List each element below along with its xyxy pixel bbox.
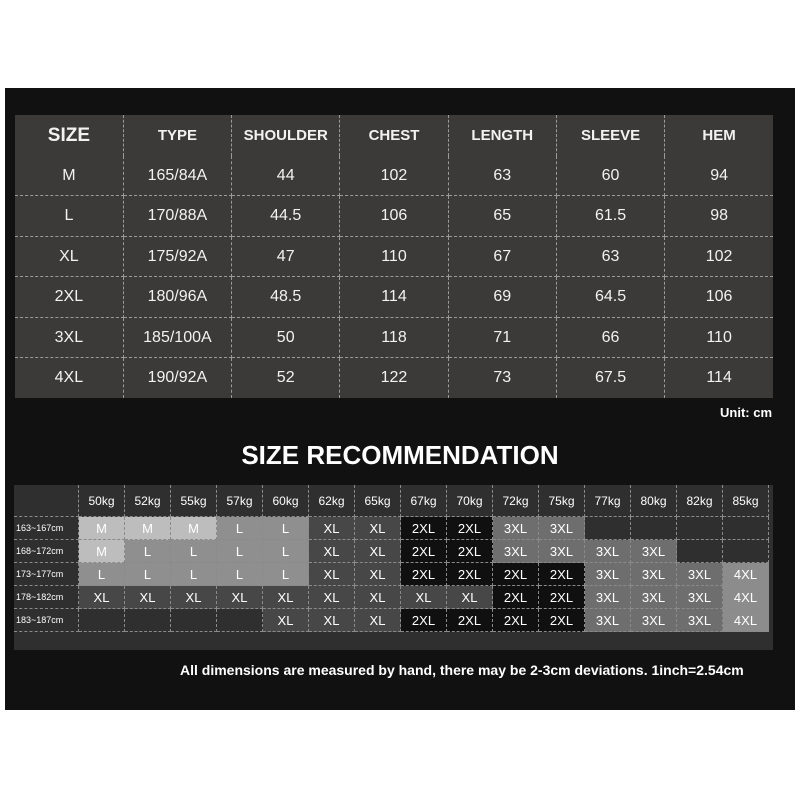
recommended-size-cell: XL xyxy=(263,609,309,632)
recommended-size-cell xyxy=(217,609,263,632)
recommended-size-cell: 2XL xyxy=(539,586,585,609)
recommended-size-cell xyxy=(677,517,723,540)
size-table-cell: 48.5 xyxy=(232,277,340,318)
recommendation-title: SIZE RECOMMENDATION xyxy=(241,440,559,470)
recommended-size-cell: XL xyxy=(355,517,401,540)
recommended-size-cell xyxy=(171,609,217,632)
footnote: All dimensions are measured by hand, there may be 2-3cm deviations. 1inch=2.54cm xyxy=(180,662,744,678)
recommended-size-cell: 3XL xyxy=(585,609,631,632)
weight-label: 55kg xyxy=(171,485,217,517)
weight-label: 75kg xyxy=(539,485,585,517)
size-table-cell: L xyxy=(15,196,123,237)
recommended-size-cell: L xyxy=(125,563,171,586)
recommended-size-cell: L xyxy=(217,563,263,586)
size-table-cell: 122 xyxy=(340,358,448,398)
recommended-size-cell: 2XL xyxy=(447,540,493,563)
height-label: 173~177cm xyxy=(14,563,79,586)
recommendation-grid-background xyxy=(14,485,773,650)
recommended-size-cell: 2XL xyxy=(493,609,539,632)
recommended-size-cell: XL xyxy=(355,540,401,563)
recommended-size-cell: 3XL xyxy=(493,517,539,540)
recommended-size-cell xyxy=(79,609,125,632)
weight-label: 65kg xyxy=(355,485,401,517)
weight-label: 70kg xyxy=(447,485,493,517)
size-table-cell: 114 xyxy=(340,277,448,318)
recommended-size-cell: 3XL xyxy=(539,540,585,563)
recommended-size-cell: 3XL xyxy=(631,586,677,609)
size-table-cell: 50 xyxy=(232,317,340,358)
recommended-size-cell: 3XL xyxy=(631,563,677,586)
recommended-size-cell: 2XL xyxy=(447,563,493,586)
recommended-size-cell: L xyxy=(125,540,171,563)
recommended-size-cell: 3XL xyxy=(677,563,723,586)
size-table-cell: 44 xyxy=(232,156,340,196)
recommended-size-cell: L xyxy=(263,540,309,563)
weight-label: 85kg xyxy=(723,485,769,517)
size-table-cell: 110 xyxy=(665,317,773,358)
size-table-cell: 114 xyxy=(665,358,773,398)
recommended-size-cell xyxy=(585,517,631,540)
recommended-size-cell: XL xyxy=(447,586,493,609)
recommended-size-cell: XL xyxy=(309,586,355,609)
recommended-size-cell: XL xyxy=(309,540,355,563)
size-table-cell: 67 xyxy=(448,236,556,277)
size-table-cell: M xyxy=(15,156,123,196)
size-table-cell: 94 xyxy=(665,156,773,196)
header-sleeve: SLEEVE xyxy=(556,115,664,156)
recommended-size-cell: 2XL xyxy=(493,586,539,609)
weight-label: 50kg xyxy=(79,485,125,517)
recommended-size-cell: 2XL xyxy=(401,609,447,632)
size-table-cell: 60 xyxy=(556,156,664,196)
recommended-size-cell: XL xyxy=(125,586,171,609)
size-table-cell: 69 xyxy=(448,277,556,318)
recommended-size-cell: XL xyxy=(263,586,309,609)
recommended-size-cell xyxy=(723,517,769,540)
recommended-size-cell: 2XL xyxy=(401,517,447,540)
height-label: 163~167cm xyxy=(14,517,79,540)
size-table-row xyxy=(15,277,773,318)
size-table-header-row xyxy=(15,115,773,156)
size-table-cell: 102 xyxy=(340,156,448,196)
weight-label: 52kg xyxy=(125,485,171,517)
size-table-row xyxy=(15,236,773,277)
header-size: SIZE xyxy=(15,115,123,156)
size-table-cell: 73 xyxy=(448,358,556,398)
size-table-cell: 102 xyxy=(665,236,773,277)
weight-label: 67kg xyxy=(401,485,447,517)
recommended-size-cell: 2XL xyxy=(447,517,493,540)
weight-label: 72kg xyxy=(493,485,539,517)
size-table-row xyxy=(15,156,773,196)
size-table-cell: 3XL xyxy=(15,317,123,358)
size-table-cell: 47 xyxy=(232,236,340,277)
size-table xyxy=(15,115,773,398)
recommended-size-cell xyxy=(631,517,677,540)
size-table-cell: 185/100A xyxy=(123,317,231,358)
recommended-size-cell: XL xyxy=(355,586,401,609)
size-table-cell: 44.5 xyxy=(232,196,340,237)
size-table-cell: 65 xyxy=(448,196,556,237)
recommended-size-cell: 3XL xyxy=(539,517,585,540)
recommended-size-cell: XL xyxy=(401,586,447,609)
recommended-size-cell: 2XL xyxy=(447,609,493,632)
recommended-size-cell: 3XL xyxy=(585,563,631,586)
size-table-cell: 4XL xyxy=(15,358,123,398)
size-table-cell: 64.5 xyxy=(556,277,664,318)
size-table-cell: 63 xyxy=(448,156,556,196)
header-type: TYPE xyxy=(123,115,231,156)
header-hem: HEM xyxy=(665,115,773,156)
recommended-size-cell: 3XL xyxy=(677,609,723,632)
recommended-size-cell: L xyxy=(217,540,263,563)
recommended-size-cell: 4XL xyxy=(723,609,769,632)
recommended-size-cell: 2XL xyxy=(539,563,585,586)
size-table-cell: 190/92A xyxy=(123,358,231,398)
recommended-size-cell: 4XL xyxy=(723,586,769,609)
weight-label: 82kg xyxy=(677,485,723,517)
recommendation-row xyxy=(14,517,769,540)
recommended-size-cell: 3XL xyxy=(493,540,539,563)
size-table-cell: 98 xyxy=(665,196,773,237)
recommendation-row xyxy=(14,540,769,563)
recommended-size-cell: 3XL xyxy=(631,540,677,563)
recommended-size-cell: 2XL xyxy=(401,563,447,586)
size-table-row xyxy=(15,317,773,358)
recommended-size-cell: 3XL xyxy=(631,609,677,632)
recommended-size-cell: XL xyxy=(217,586,263,609)
recommended-size-cell: L xyxy=(171,563,217,586)
recommendation-grid xyxy=(14,485,769,632)
height-label: 183~187cm xyxy=(14,609,79,632)
recommended-size-cell: M xyxy=(79,517,125,540)
header-shoulder: SHOULDER xyxy=(232,115,340,156)
size-table-cell: 2XL xyxy=(15,277,123,318)
size-table-cell: XL xyxy=(15,236,123,277)
recommended-size-cell: 2XL xyxy=(401,540,447,563)
weight-label: 80kg xyxy=(631,485,677,517)
size-table-cell: 165/84A xyxy=(123,156,231,196)
recommended-size-cell: XL xyxy=(309,517,355,540)
size-table-cell: 71 xyxy=(448,317,556,358)
weight-label: 77kg xyxy=(585,485,631,517)
recommended-size-cell: L xyxy=(263,563,309,586)
size-table-cell: 170/88A xyxy=(123,196,231,237)
recommended-size-cell: XL xyxy=(309,609,355,632)
recommended-size-cell: L xyxy=(171,540,217,563)
size-table-row xyxy=(15,358,773,398)
recommended-size-cell: 3XL xyxy=(585,586,631,609)
recommended-size-cell: 3XL xyxy=(585,540,631,563)
recommended-size-cell: L xyxy=(217,517,263,540)
size-table-cell: 63 xyxy=(556,236,664,277)
recommended-size-cell: XL xyxy=(79,586,125,609)
recommended-size-cell: 3XL xyxy=(677,586,723,609)
recommended-size-cell: XL xyxy=(171,586,217,609)
size-table-cell: 61.5 xyxy=(556,196,664,237)
size-table-row xyxy=(15,196,773,237)
size-table-cell: 175/92A xyxy=(123,236,231,277)
recommended-size-cell: 2XL xyxy=(493,563,539,586)
weight-label: 57kg xyxy=(217,485,263,517)
recommended-size-cell: XL xyxy=(309,563,355,586)
recommendation-row xyxy=(14,563,769,586)
size-table-cell: 106 xyxy=(340,196,448,237)
recommended-size-cell xyxy=(677,540,723,563)
weight-label: 60kg xyxy=(263,485,309,517)
recommendation-row xyxy=(14,586,769,609)
size-table-cell: 67.5 xyxy=(556,358,664,398)
size-table-cell: 110 xyxy=(340,236,448,277)
recommended-size-cell xyxy=(723,540,769,563)
recommended-size-cell: L xyxy=(79,563,125,586)
recommended-size-cell: XL xyxy=(355,563,401,586)
size-table-cell: 106 xyxy=(665,277,773,318)
weight-header-row xyxy=(14,485,769,517)
recommended-size-cell: M xyxy=(125,517,171,540)
size-table-cell: 66 xyxy=(556,317,664,358)
recommended-size-cell: M xyxy=(171,517,217,540)
size-table-cell: 52 xyxy=(232,358,340,398)
recommended-size-cell: 4XL xyxy=(723,563,769,586)
recommended-size-cell: M xyxy=(79,540,125,563)
header-chest: CHEST xyxy=(340,115,448,156)
recommended-size-cell: XL xyxy=(355,609,401,632)
recommendation-row xyxy=(14,609,769,632)
weight-label: 62kg xyxy=(309,485,355,517)
size-table-cell: 180/96A xyxy=(123,277,231,318)
recommended-size-cell: L xyxy=(263,517,309,540)
height-label: 178~182cm xyxy=(14,586,79,609)
corner-cell xyxy=(14,485,79,517)
unit-label: Unit: cm xyxy=(720,405,772,420)
recommended-size-cell: 2XL xyxy=(539,609,585,632)
height-label: 168~172cm xyxy=(14,540,79,563)
recommended-size-cell xyxy=(125,609,171,632)
size-table-cell: 118 xyxy=(340,317,448,358)
header-length: LENGTH xyxy=(448,115,556,156)
